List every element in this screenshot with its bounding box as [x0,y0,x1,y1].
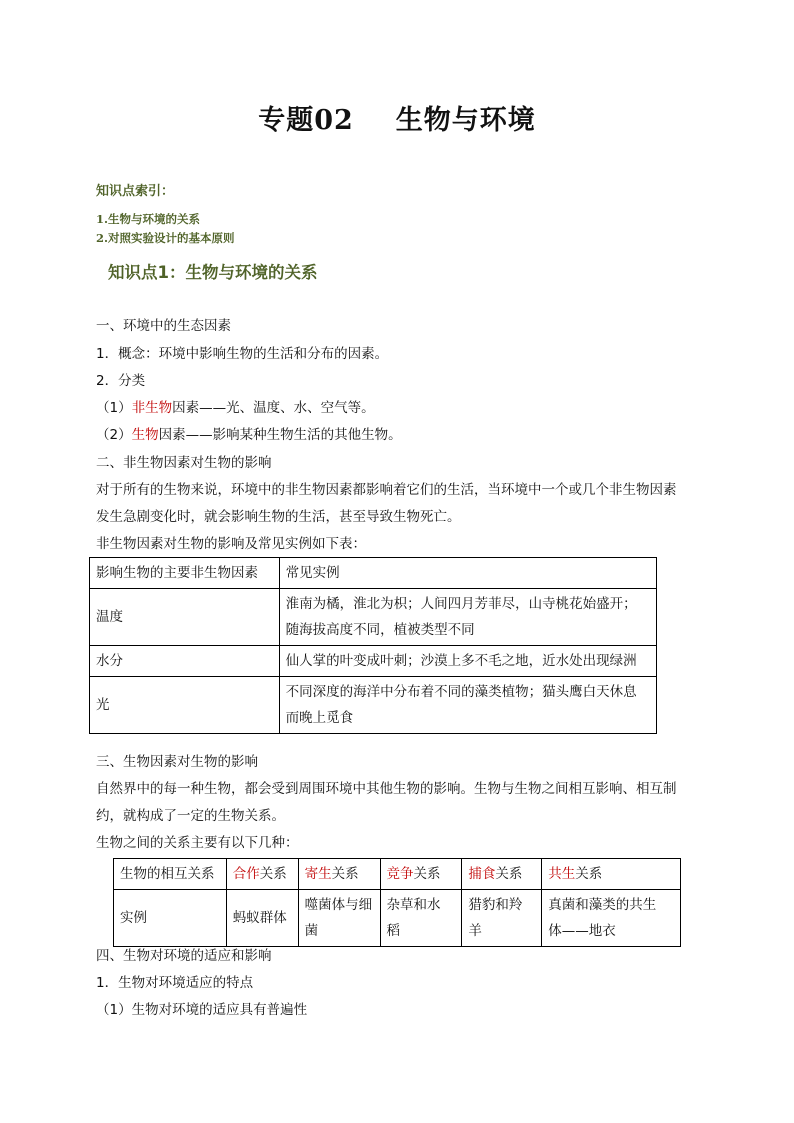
concept-line: 1．概念：环境中影响生物的生活和分布的因素。 [96,346,389,362]
example-cell: 噬菌体与细 菌 [298,890,380,947]
index-heading: 知识点索引： [96,184,175,199]
example-cell: 淮南为橘，淮北为枳；人间四月芳菲尽，山寺桃花始盛开； 随海拔高度不同，植被类型不同 [279,589,656,646]
classify-line: 2．分类 [96,373,146,389]
abiotic-factor-table [89,557,657,734]
example-cell: 不同深度的海洋中分布着不同的藻类植物；猫头鹰白天休息 而晚上觅食 [279,677,656,734]
relation-cell: 竞争关系 [380,859,462,890]
title-main: 生物与环境 [395,105,536,136]
page-title [0,98,794,137]
sub-item: （1）生物对环境的适应具有普遍性 [96,1002,308,1018]
index-item: 1.生物与环境的关系 [96,212,201,226]
example-cell: 蚂蚁群体 [226,890,298,947]
relation-example-row [114,890,681,947]
table-header-row [90,558,657,589]
section3-heading: 三、生物因素对生物的影响 [96,754,258,770]
knowledge-point-heading: 知识点1：生物与环境的关系 [108,263,318,282]
table-row [90,677,657,734]
paragraph-line: 自然界中的每一种生物，都会受到周围环境中其他生物的影响。生物与生物之间相互影响、相互制 [96,781,677,797]
section4-heading: 四、生物对环境的适应和影响 [96,948,272,964]
example-cell: 仙人掌的叶变成叶刺；沙漠上多不毛之地，近水处出现绿洲 [279,646,656,677]
relation-cell: 共生关系 [542,859,681,890]
biotic-relation-table [113,858,681,947]
row-label-cell: 实例 [114,890,227,947]
paragraph-line: 约，就构成了一定的生物关系。 [96,808,285,824]
highlight-term: 非生物 [131,400,173,416]
example-cell: 杂草和水 稻 [380,890,462,947]
title-prefix: 专题02 [258,105,354,136]
table-header-cell: 影响生物的主要非生物因素 [90,558,280,589]
table-intro: 非生物因素对生物的影响及常见实例如下表： [96,536,366,552]
classify-item-2: （2）生物因素——影响某种生物生活的其他生物。 [96,427,402,443]
table-row [90,589,657,646]
example-cell: 真菌和藻类的共生 体——地衣 [542,890,681,947]
table-header-cell: 常见实例 [279,558,656,589]
classify-item-1: （1）非生物因素——光、温度、水、空气等。 [96,400,375,416]
index-item: 2.对照实验设计的基本原则 [96,231,235,245]
paragraph-line: 发生急剧变化时，就会影响生物的生活，甚至导致生物死亡。 [96,509,461,525]
relation-cell: 合作关系 [226,859,298,890]
sub-heading: 1．生物对环境适应的特点 [96,975,254,991]
section1-heading: 一、环境中的生态因素 [96,318,231,334]
row-label-cell: 生物的相互关系 [114,859,227,890]
example-cell: 猎豹和羚 羊 [462,890,542,947]
paragraph-line: 对于所有的生物来说，环境中的非生物因素都影响着它们的生活，当环境中一个或几个非生物因素 [96,482,677,498]
table-row [90,646,657,677]
table-intro: 生物之间的关系主要有以下几种： [96,835,299,851]
factor-cell: 温度 [90,589,280,646]
factor-cell: 水分 [90,646,280,677]
relation-header-row [114,859,681,890]
relation-cell: 捕食关系 [462,859,542,890]
section2-heading: 二、非生物因素对生物的影响 [96,455,272,471]
relation-cell: 寄生关系 [298,859,380,890]
factor-cell: 光 [90,677,280,734]
highlight-term: 生物 [131,427,159,443]
